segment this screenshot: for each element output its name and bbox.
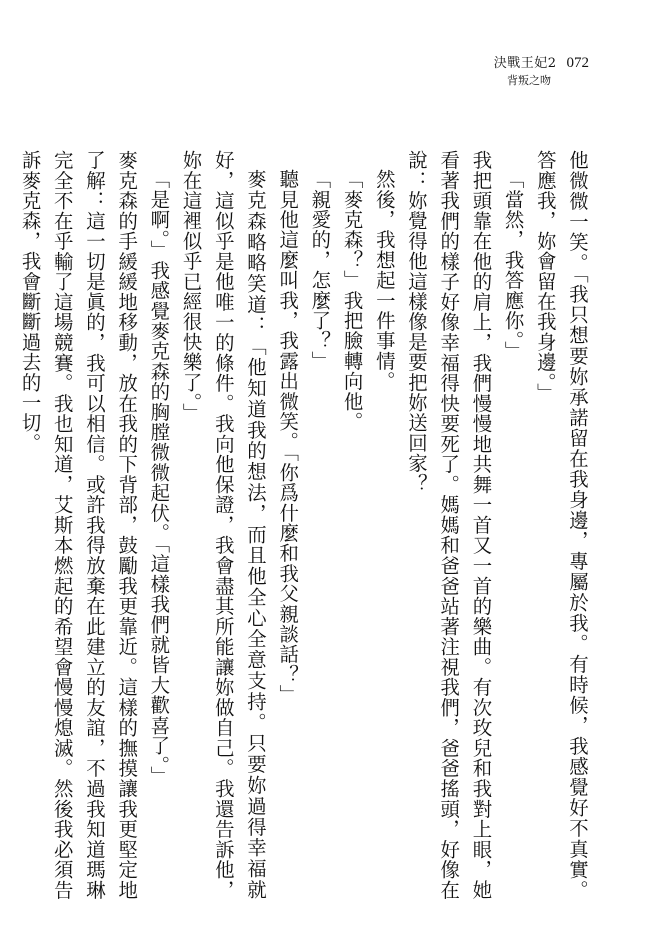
header-row [494,56,589,71]
book-title: 決戰王妃2 [493,56,557,71]
paragraph: 聽見他這麼叫我，我露出微笑。「你爲什麼和我父親談話？」 [276,169,300,706]
running-header [494,56,589,86]
paragraph: 「是啊。」我感覺麥克森的胸膛微微起伏。「這樣我們就皆大歡喜了。」 [147,169,171,787]
paragraph: 「當然，我答應你。」 [501,169,525,362]
paragraph: 麥克森的手緩緩地移動，放在我的下背部，鼓勵我更靠近。這樣的撫摸讓我更堅定地了解：這一切是眞的，我可以相信。或許我得放棄在此建立的友誼，不過我知道瑪琳完全不在乎輸了這場競賽。我也知道，艾斯本燃起的希望會慢慢熄滅。然後我必須告訴麥克森，我會斷斷過去的一切。 [18,150,139,900]
page-number: 072 [566,55,589,71]
paragraph: 然後，我想起一件事情。 [372,169,396,392]
paragraph: 他微微一笑。「我只想要妳承諾留在我身邊，專屬於我。有時候，我感覺好不真實。答應我，妳會留在我身邊。」 [533,150,589,900]
paragraph: 我把頭靠在他的肩上，我們慢慢地共舞一首又一首的樂曲。有次玫兒和我對上眼，她看著我們的樣子好像幸福得快要死了。媽媽和爸爸站著注視我們，爸爸搖頭，好像在說：妳覺得他這樣像是要把妳送回家？ [404,150,493,900]
paragraph: 麥克森略略笑道：「他知道我的想法，而且他全心全意支持。只要妳過得幸福就好，這似乎是他唯一的條件。我向他保證，我會盡其所能讓妳做自己。我還告訴他，妳在這裡似乎已經很快樂了。」 [179,150,267,900]
chapter-title: 背叛之吻 [507,74,551,87]
paragraph: 「麥克森？」我把臉轉向他。 [340,169,364,432]
paragraph: 「親愛的，怎麼了？」 [308,169,332,372]
body-text [18,150,593,900]
